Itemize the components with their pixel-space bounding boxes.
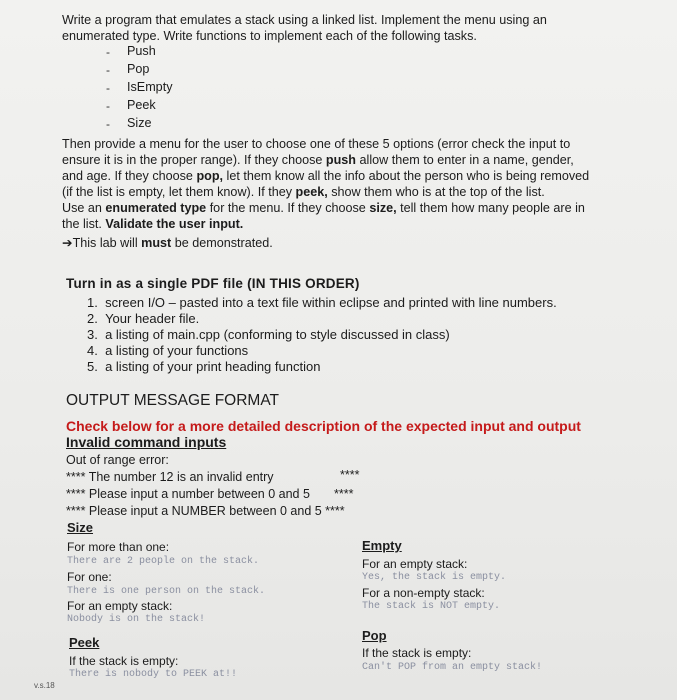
- empty-for-nonempty-label: For a non-empty stack:: [362, 586, 485, 600]
- invalid-heading: Invalid command inputs: [66, 434, 227, 450]
- para-line-7: ➔This lab will must be demonstrated.: [62, 236, 273, 250]
- task-push: Push: [127, 44, 156, 58]
- error-line-1-end: ****: [340, 468, 360, 482]
- size-empty-label: For an empty stack:: [67, 599, 173, 613]
- error-line-2: **** Please input a number between 0 and 5: [66, 487, 310, 501]
- task-peek: Peek: [127, 98, 156, 112]
- check-note: Check below for a more detailed description of the expected input and output: [66, 418, 581, 434]
- task-dash: -: [106, 99, 110, 113]
- turn-in-heading: Turn in as a single PDF file (IN THIS ORDER): [66, 276, 360, 291]
- pop-empty-msg: Can't POP from an empty stack!: [362, 662, 543, 673]
- task-dash: -: [106, 117, 110, 131]
- size-empty-msg: Nobody is on the stack!: [67, 614, 206, 625]
- arrow-right-icon: ➔: [62, 236, 73, 250]
- para-line-5: Use an enumerated type for the menu. If they choose size, tell them how many people are in: [62, 201, 585, 215]
- output-heading: OUTPUT MESSAGE FORMAT: [66, 392, 279, 409]
- task-dash: -: [106, 63, 110, 77]
- task-dash: -: [106, 81, 110, 95]
- intro-line-1: Write a program that emulates a stack using a linked list. Implement the menu using an: [62, 13, 547, 27]
- size-more-than-one-label: For more than one:: [67, 540, 170, 554]
- peek-empty-msg: There is nobody to PEEK at!!: [69, 669, 238, 680]
- peek-heading: Peek: [69, 635, 100, 650]
- turn-in-item: 3. a listing of main.cpp (conforming to style discussed in class): [87, 327, 450, 342]
- size-more-than-one-msg: There are 2 people on the stack.: [67, 556, 260, 567]
- size-heading: Size: [67, 520, 94, 535]
- task-size: Size: [127, 116, 152, 130]
- para-line-2: ensure it is in the proper range). If they choose push allow them to enter in a name, gender,: [62, 153, 574, 167]
- error-line-1: **** The number 12 is an invalid entry: [66, 470, 274, 484]
- empty-for-nonempty-msg: The stack is NOT empty.: [362, 601, 501, 612]
- pop-empty-label: If the stack is empty:: [362, 646, 472, 660]
- peek-empty-label: If the stack is empty:: [69, 654, 179, 668]
- task-dash: -: [106, 45, 110, 59]
- pop-heading: Pop: [362, 628, 387, 643]
- empty-for-empty-label: For an empty stack:: [362, 557, 468, 571]
- turn-in-item: 4. a listing of your functions: [87, 343, 249, 358]
- para-line-3: and age. If they choose pop, let them know all the info about the person who is being removed: [62, 169, 590, 183]
- para-line-6: the list. Validate the user input.: [62, 217, 244, 231]
- turn-in-item: 1. screen I/O – pasted into a text file within eclipse and printed with line numbers.: [87, 295, 557, 310]
- task-pop: Pop: [127, 62, 150, 76]
- para-line-4: (if the list is empty, let them know). If they peek, show them who is at the top of the list.: [62, 185, 545, 199]
- error-line-2-end: ****: [334, 487, 354, 501]
- turn-in-item: 2. Your header file.: [87, 311, 200, 326]
- version-footer: v.s.18: [34, 681, 55, 690]
- error-line-3: **** Please input a NUMBER between 0 and 5 ****: [66, 504, 345, 518]
- size-one-label: For one:: [67, 570, 112, 584]
- intro-line-2: enumerated type. Write functions to implement each of the following tasks.: [62, 29, 477, 43]
- empty-for-empty-msg: Yes, the stack is empty.: [362, 572, 507, 583]
- para-line-1: Then provide a menu for the user to choose one of these 5 options (error check the input to: [62, 137, 571, 151]
- empty-heading: Empty: [362, 538, 402, 553]
- out-of-range-label: Out of range error:: [66, 453, 169, 467]
- size-one-msg: There is one person on the stack.: [67, 586, 266, 597]
- turn-in-item: 5. a listing of your print heading function: [87, 359, 321, 374]
- task-isempty: IsEmpty: [127, 80, 173, 94]
